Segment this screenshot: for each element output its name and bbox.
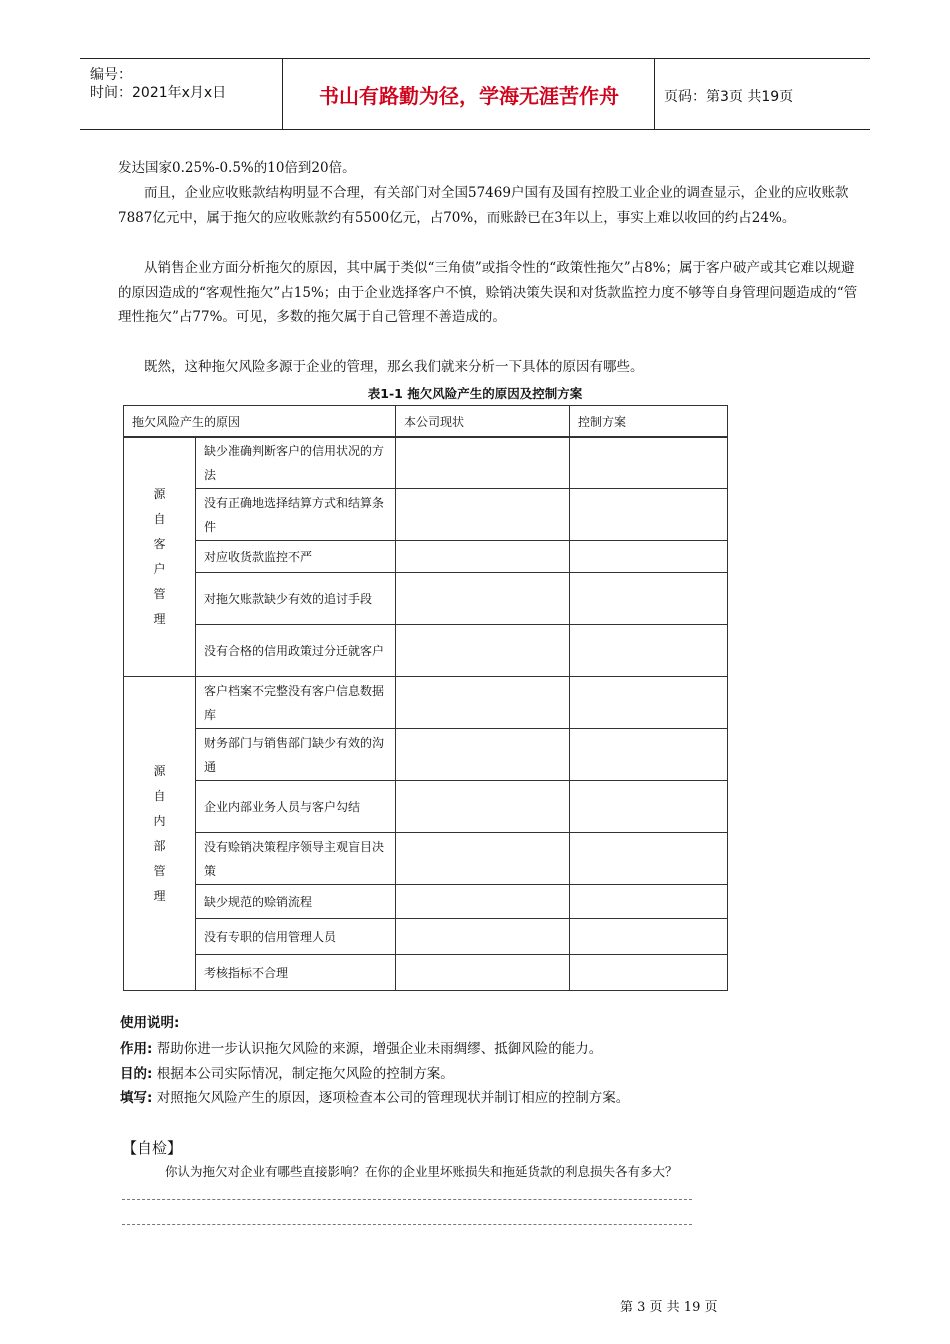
time-label: 时间：2021年x月x日 bbox=[90, 85, 227, 101]
usage-purpose: 作用: 帮助你进一步认识拖欠风险的来源，增强企业未雨绸缪、抵御风险的能力。 bbox=[120, 1041, 603, 1057]
status-cell[interactable] bbox=[396, 955, 570, 991]
status-cell[interactable] bbox=[396, 885, 570, 919]
cause-cell: 没有赊销决策程序领导主观盲目决策 bbox=[196, 833, 396, 885]
cause-cell: 没有正确地选择结算方式和结算条件 bbox=[196, 489, 396, 541]
table-row bbox=[124, 833, 728, 885]
table-row bbox=[124, 781, 728, 833]
table-row bbox=[124, 489, 728, 541]
cause-cell: 缺少规范的赊销流程 bbox=[196, 885, 396, 919]
header-page-info: 页码：第3页 共19页 bbox=[664, 89, 794, 105]
plan-cell[interactable] bbox=[570, 955, 728, 991]
cause-cell: 考核指标不合理 bbox=[196, 955, 396, 991]
status-cell[interactable] bbox=[396, 489, 570, 541]
plan-cell[interactable] bbox=[570, 781, 728, 833]
plan-cell[interactable] bbox=[570, 729, 728, 781]
answer-line[interactable] bbox=[122, 1224, 692, 1225]
paragraph: 既然，这种拖欠风险多源于企业的管理，那幺我们就来分析一下具体的原因有哪些。 bbox=[144, 359, 644, 375]
plan-cell[interactable] bbox=[570, 677, 728, 729]
plan-cell[interactable] bbox=[570, 541, 728, 573]
table-row bbox=[124, 677, 728, 729]
cause-cell: 企业内部业务人员与客户勾结 bbox=[196, 781, 396, 833]
cause-cell: 对拖欠账款缺少有效的追讨手段 bbox=[196, 573, 396, 625]
cause-cell: 客户档案不完整没有客户信息数据库 bbox=[196, 677, 396, 729]
table-row bbox=[124, 625, 728, 677]
risk-cause-table bbox=[123, 405, 728, 438]
status-cell[interactable] bbox=[396, 677, 570, 729]
plan-cell[interactable] bbox=[570, 437, 728, 489]
table-row bbox=[124, 729, 728, 781]
table-row bbox=[124, 885, 728, 919]
table-header-cell: 控制方案 bbox=[570, 406, 728, 438]
self-check-question: 你认为拖欠对企业有哪些直接影响？在你的企业里坏账损失和拖延货款的利息损失各有多大？ bbox=[165, 1164, 678, 1179]
plan-cell[interactable] bbox=[570, 489, 728, 541]
table-row bbox=[124, 955, 728, 991]
status-cell[interactable] bbox=[396, 729, 570, 781]
group-label: 源 自 客 户 管 理 bbox=[124, 437, 196, 677]
status-cell[interactable] bbox=[396, 541, 570, 573]
answer-line[interactable] bbox=[122, 1199, 692, 1200]
usage-goal: 目的: 根据本公司实际情况，制定拖欠风险的控制方案。 bbox=[120, 1066, 454, 1082]
paragraph: 而且，企业应收账款结构明显不合理，有关部门对全国57469户国有及国有控股工业企业的调查显示，企业的应收账款7887亿元中，属于拖欠的应收账款约有5500亿元，占70%，而账龄已在3年以上，事实上难以收回的约占24%。 bbox=[118, 185, 849, 226]
plan-cell[interactable] bbox=[570, 833, 728, 885]
plan-cell[interactable] bbox=[570, 573, 728, 625]
usage-title: 使用说明: bbox=[120, 1015, 180, 1031]
table-row bbox=[124, 919, 728, 955]
cause-cell: 对应收货款监控不严 bbox=[196, 541, 396, 573]
status-cell[interactable] bbox=[396, 781, 570, 833]
cause-cell: 没有合格的信用政策过分迁就客户 bbox=[196, 625, 396, 677]
page-footer: 第 3 页 共 19 页 bbox=[620, 1300, 718, 1315]
table-caption: 表1-1 拖欠风险产生的原因及控制方案 bbox=[367, 386, 583, 401]
status-cell[interactable] bbox=[396, 625, 570, 677]
status-cell[interactable] bbox=[396, 919, 570, 955]
table-header-cell: 本公司现状 bbox=[396, 406, 570, 438]
status-cell[interactable] bbox=[396, 573, 570, 625]
table-row bbox=[124, 437, 728, 489]
self-check-title: 【自检】 bbox=[122, 1139, 183, 1157]
cause-cell: 财务部门与销售部门缺少有效的沟通 bbox=[196, 729, 396, 781]
status-cell[interactable] bbox=[396, 437, 570, 489]
plan-cell[interactable] bbox=[570, 885, 728, 919]
cause-cell: 缺少准确判断客户的信用状况的方法 bbox=[196, 437, 396, 489]
table-row bbox=[124, 573, 728, 625]
header-motto: 书山有路勤为径，学海无涯苦作舟 bbox=[319, 84, 619, 108]
table-header-cell: 拖欠风险产生的原因 bbox=[124, 406, 396, 438]
paragraph: 从销售企业方面分析拖欠的原因，其中属于类似“三角债”或指令性的“政策性拖欠”占8%；属于客户破产或其它难以规避的原因造成的“客观性拖欠”占15%；由于企业选择客户不慎，赊销决策失误和对货款监控力度不够等自身管理问题造成的“管理性拖欠”占77%。可见，多数的拖欠属于自己管理不善造成的。 bbox=[118, 260, 858, 325]
risk-cause-table-body bbox=[123, 436, 728, 991]
usage-fill: 填写: 对照拖欠风险产生的原因，逐项检查本公司的管理现状并制订相应的控制方案。 bbox=[120, 1090, 630, 1106]
plan-cell[interactable] bbox=[570, 625, 728, 677]
plan-cell[interactable] bbox=[570, 919, 728, 955]
table-header-row bbox=[124, 406, 728, 438]
group-label: 源 自 内 部 管 理 bbox=[124, 677, 196, 991]
number-label: 编号： bbox=[90, 67, 132, 83]
cause-cell: 没有专职的信用管理人员 bbox=[196, 919, 396, 955]
table-row bbox=[124, 541, 728, 573]
paragraph: 发达国家0.25%-0.5%的10倍到20倍。 bbox=[118, 160, 356, 176]
status-cell[interactable] bbox=[396, 833, 570, 885]
